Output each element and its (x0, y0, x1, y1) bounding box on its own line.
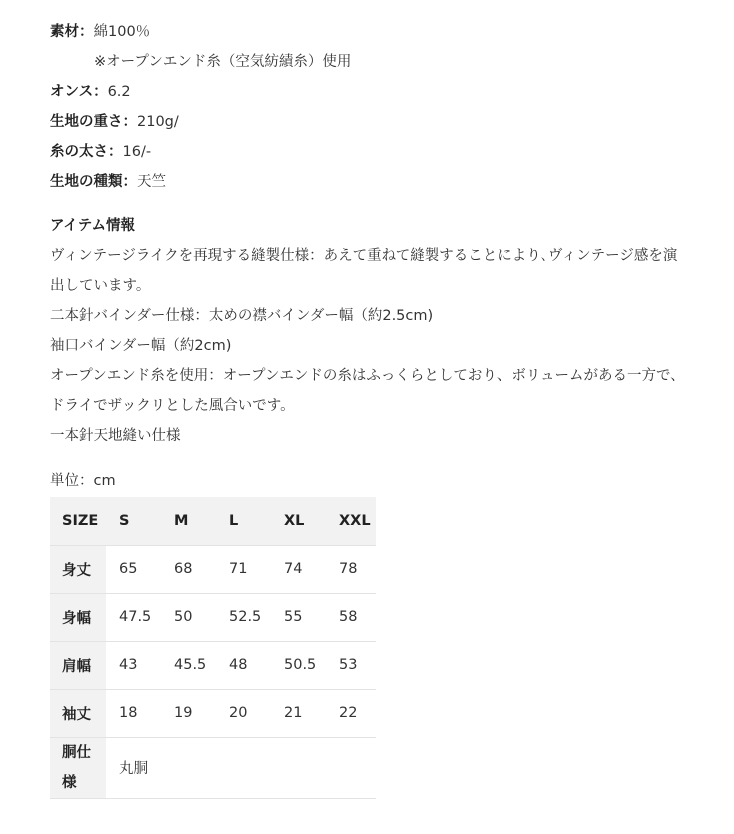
spec-weight (50, 112, 179, 132)
table-cell: 19 (161, 689, 216, 737)
table-row (50, 689, 376, 737)
table-header-row (50, 497, 376, 545)
table-cell: 22 (326, 689, 376, 737)
row-label: 袖丈 (50, 689, 106, 737)
table-cell: 71 (216, 545, 271, 593)
spec-label: オンス： (50, 84, 108, 100)
table-header: SIZE (50, 497, 106, 545)
size-table (50, 497, 376, 799)
spec-value: 210g/ (137, 114, 179, 130)
spec-label: 生地の種類： (50, 174, 137, 190)
table-row (50, 641, 376, 689)
item-info-line: ドライでザックリとした風合いです。 (50, 398, 295, 414)
table-cell: 74 (271, 545, 326, 593)
item-info-title: アイテム情報 (50, 218, 135, 234)
item-info-line: 二本針バインダー仕様：太めの襟バインダー幅（約2.5cm) (50, 308, 434, 324)
row-label: 肩幅 (50, 641, 106, 689)
item-info-line: 一本針天地縫い仕様 (50, 428, 181, 444)
spec-value: 6.2 (107, 84, 131, 100)
table-header: XXL (326, 497, 376, 545)
table-cell: 丸胴 (106, 737, 376, 798)
table-cell: 58 (326, 593, 376, 641)
table-cell: 48 (216, 641, 271, 689)
item-info-line: ヴィンテージライクを再現する縫製仕様：あえて重ねて縫製することにより､ヴィンテージ感を演 (50, 248, 678, 264)
table-cell: 21 (271, 689, 326, 737)
table-cell: 78 (326, 545, 376, 593)
table-row (50, 737, 376, 798)
spec-yarn (50, 142, 151, 162)
table-cell: 50.5 (271, 641, 326, 689)
row-label-line: 胴仕 (62, 744, 91, 761)
table-header: L (216, 497, 271, 545)
table-header: XL (271, 497, 326, 545)
spec-label: 生地の重さ： (50, 114, 137, 130)
table-cell: 53 (326, 641, 376, 689)
table-cell: 65 (106, 545, 161, 593)
row-label (50, 737, 106, 798)
item-info-line: 出しています。 (50, 278, 151, 294)
table-row (50, 593, 376, 641)
spec-ounce (50, 82, 131, 102)
size-unit: 単位：cm (50, 473, 116, 489)
item-info-line: 袖口バインダー幅（約2cm) (50, 338, 232, 354)
spec-value: 16/- (122, 144, 152, 160)
spec-material (50, 22, 150, 42)
table-header: S (106, 497, 161, 545)
table-header: M (161, 497, 216, 545)
spec-value: 綿100％ (93, 24, 151, 40)
table-cell: 18 (106, 689, 161, 737)
item-info-line: オープンエンド糸を使用：オープンエンドの糸はふっくらとしており、ボリュームがある一方で、 (50, 368, 685, 384)
spec-label: 糸の太さ： (50, 144, 123, 160)
table-cell: 43 (106, 641, 161, 689)
table-cell: 47.5 (106, 593, 161, 641)
table-cell: 52.5 (216, 593, 271, 641)
table-cell: 50 (161, 593, 216, 641)
spec-label: 素材： (50, 24, 94, 40)
spec-fabric (50, 172, 166, 192)
row-label: 身丈 (50, 545, 106, 593)
spec-value: 天竺 (137, 174, 166, 190)
row-label: 身幅 (50, 593, 106, 641)
row-label-line: 様 (62, 774, 77, 791)
material-note: ※オープンエンド糸（空気紡績糸）使用 (94, 54, 352, 70)
table-cell: 20 (216, 689, 271, 737)
table-cell: 68 (161, 545, 216, 593)
table-cell: 55 (271, 593, 326, 641)
table-cell: 45.5 (161, 641, 216, 689)
table-row (50, 545, 376, 593)
